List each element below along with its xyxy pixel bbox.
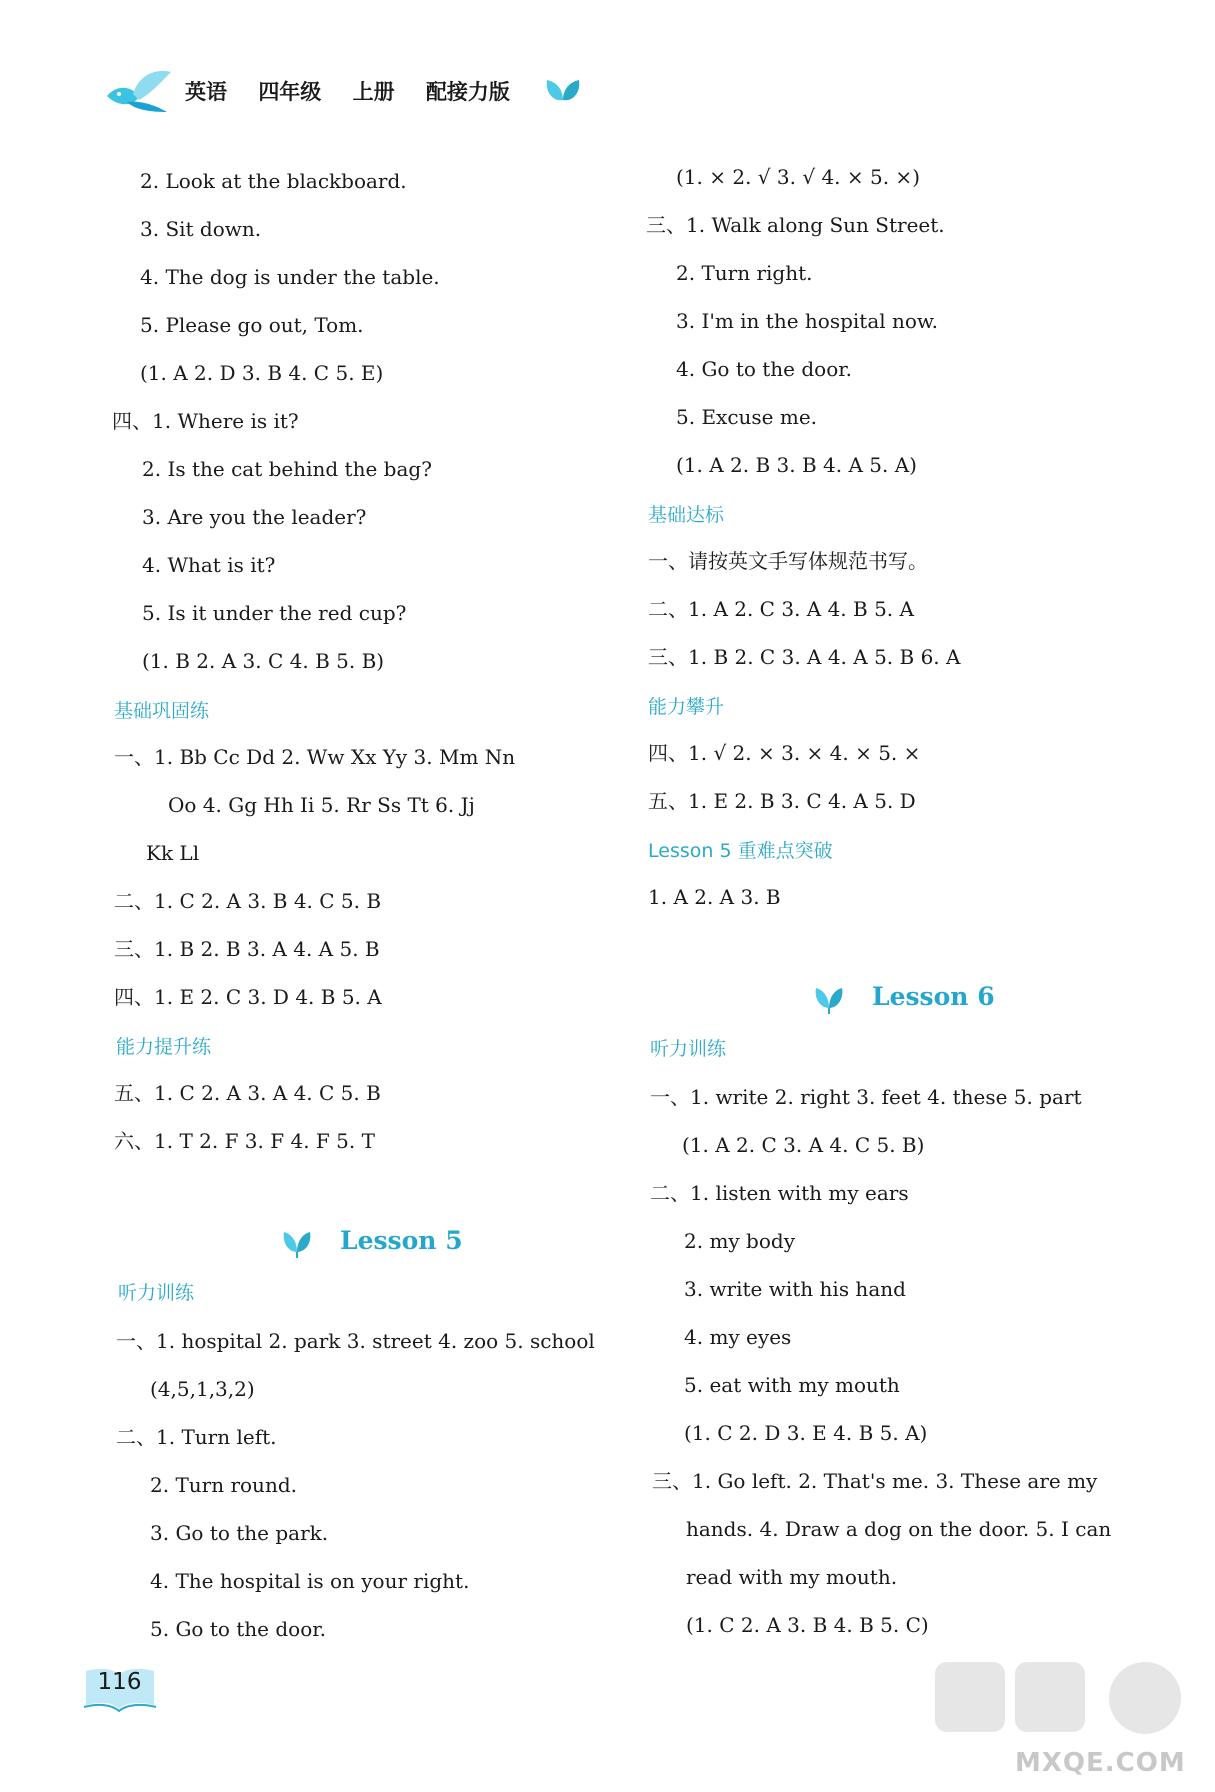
page-number	[82, 1665, 157, 1713]
answer-line: 一、1. Bb Cc Dd 2. Ww Xx Yy 3. Mm Nn	[114, 745, 516, 769]
answer-line: 二、1. C 2. A 3. B 4. C 5. B	[114, 889, 382, 913]
answer-line: 2. Is the cat behind the bag?	[142, 457, 432, 481]
answer-line: 2. Turn round.	[150, 1473, 297, 1497]
section-heading: 听力训练	[118, 1282, 195, 1304]
answer-line: 4. The hospital is on your right.	[150, 1569, 470, 1593]
section-heading: 基础巩固练	[114, 700, 210, 722]
answer-line: 四、1. √ 2. × 3. × 4. × 5. ×	[648, 741, 921, 765]
answer-key: (1. B 2. A 3. C 4. B 5. B)	[142, 649, 385, 673]
watermark-text: MXQE.COM	[1015, 1748, 1186, 1778]
answer-line: read with my mouth.	[686, 1565, 898, 1589]
answer-line: 5. Please go out, Tom.	[140, 313, 364, 337]
answer-key: (1. A 2. D 3. B 4. C 5. E)	[140, 361, 384, 385]
header-grade: 四年级	[258, 80, 322, 104]
lesson-title: Lesson 6	[872, 982, 995, 1011]
answer-line: 五、1. E 2. B 3. C 4. A 5. D	[648, 789, 916, 813]
answer-line: 一、请按英文手写体规范书写。	[648, 549, 928, 573]
answer-line: 二、1. Turn left.	[116, 1425, 277, 1449]
header-volume: 上册	[352, 80, 395, 104]
answer-line: 三、1. Go left. 2. That's me. 3. These are my	[652, 1469, 1098, 1493]
header-title	[185, 76, 534, 106]
header-subject: 英语	[185, 80, 227, 104]
leaf-icon	[280, 1224, 314, 1258]
answer-line: Oo 4. Gg Hh Ii 5. Rr Ss Tt 6. Jj	[168, 793, 475, 817]
bird-logo-icon	[105, 66, 175, 114]
answer-key: (1. A 2. C 3. A 4. C 5. B)	[682, 1133, 925, 1157]
answer-line: 3. Sit down.	[140, 217, 262, 241]
answer-line: 四、1. Where is it?	[112, 409, 299, 433]
answer-line: 3. Go to the park.	[150, 1521, 329, 1545]
answer-line: 3. write with his hand	[684, 1277, 906, 1301]
leaf-icon	[543, 76, 583, 104]
lesson-title: Lesson 5	[340, 1226, 463, 1255]
section-heading: Lesson 5 重难点突破	[648, 840, 833, 862]
answer-key: (4,5,1,3,2)	[150, 1377, 255, 1401]
answer-line: 一、1. hospital 2. park 3. street 4. zoo 5. school	[116, 1329, 595, 1353]
answer-line: 2. my body	[684, 1229, 796, 1253]
answer-line: 3. I'm in the hospital now.	[676, 309, 939, 333]
answer-line: 5. eat with my mouth	[684, 1373, 900, 1397]
answer-key: 1. A 2. A 3. B	[648, 885, 781, 909]
answer-line: 三、1. Walk along Sun Street.	[646, 213, 945, 237]
answer-line: 5. Is it under the red cup?	[142, 601, 407, 625]
answer-line: 三、1. B 2. C 3. A 4. A 5. B 6. A	[648, 645, 961, 669]
section-heading: 能力提升练	[116, 1036, 212, 1058]
answer-line: 2. Turn right.	[676, 261, 813, 285]
answer-line: 4. Go to the door.	[676, 357, 852, 381]
answer-line: 3. Are you the leader?	[142, 505, 367, 529]
answer-line: 五、1. C 2. A 3. A 4. C 5. B	[114, 1081, 381, 1105]
answer-line: 2. Look at the blackboard.	[140, 169, 407, 193]
answer-line: 四、1. E 2. C 3. D 4. B 5. A	[114, 985, 382, 1009]
section-heading: 能力攀升	[648, 696, 725, 718]
page-header	[105, 62, 625, 122]
answer-line: 三、1. B 2. B 3. A 4. A 5. B	[114, 937, 380, 961]
answer-line: Kk Ll	[146, 841, 200, 865]
section-heading: 听力训练	[650, 1038, 727, 1060]
answer-key: (1. A 2. B 3. B 4. A 5. A)	[676, 453, 917, 477]
answer-key: (1. × 2. √ 3. √ 4. × 5. ×)	[676, 165, 920, 189]
leaf-icon	[812, 980, 846, 1014]
answer-line: 一、1. write 2. right 3. feet 4. these 5. part	[650, 1085, 1082, 1109]
answer-line: 5. Go to the door.	[150, 1617, 326, 1641]
answer-key: (1. C 2. A 3. B 4. B 5. C)	[686, 1613, 929, 1637]
answer-line: 二、1. listen with my ears	[650, 1181, 909, 1205]
section-heading: 基础达标	[648, 504, 725, 526]
answer-line: 4. What is it?	[142, 553, 276, 577]
answer-line: 二、1. A 2. C 3. A 4. B 5. A	[648, 597, 914, 621]
answer-line: 六、1. T 2. F 3. F 4. F 5. T	[114, 1129, 375, 1153]
answer-key: (1. C 2. D 3. E 4. B 5. A)	[684, 1421, 928, 1445]
page-number-text: 116	[97, 1669, 142, 1695]
answer-line: hands. 4. Draw a dog on the door. 5. I can	[686, 1517, 1112, 1541]
header-edition: 配接力版	[425, 80, 510, 104]
answer-line: 4. The dog is under the table.	[140, 265, 440, 289]
answer-line: 5. Excuse me.	[676, 405, 818, 429]
answer-line: 4. my eyes	[684, 1325, 792, 1349]
